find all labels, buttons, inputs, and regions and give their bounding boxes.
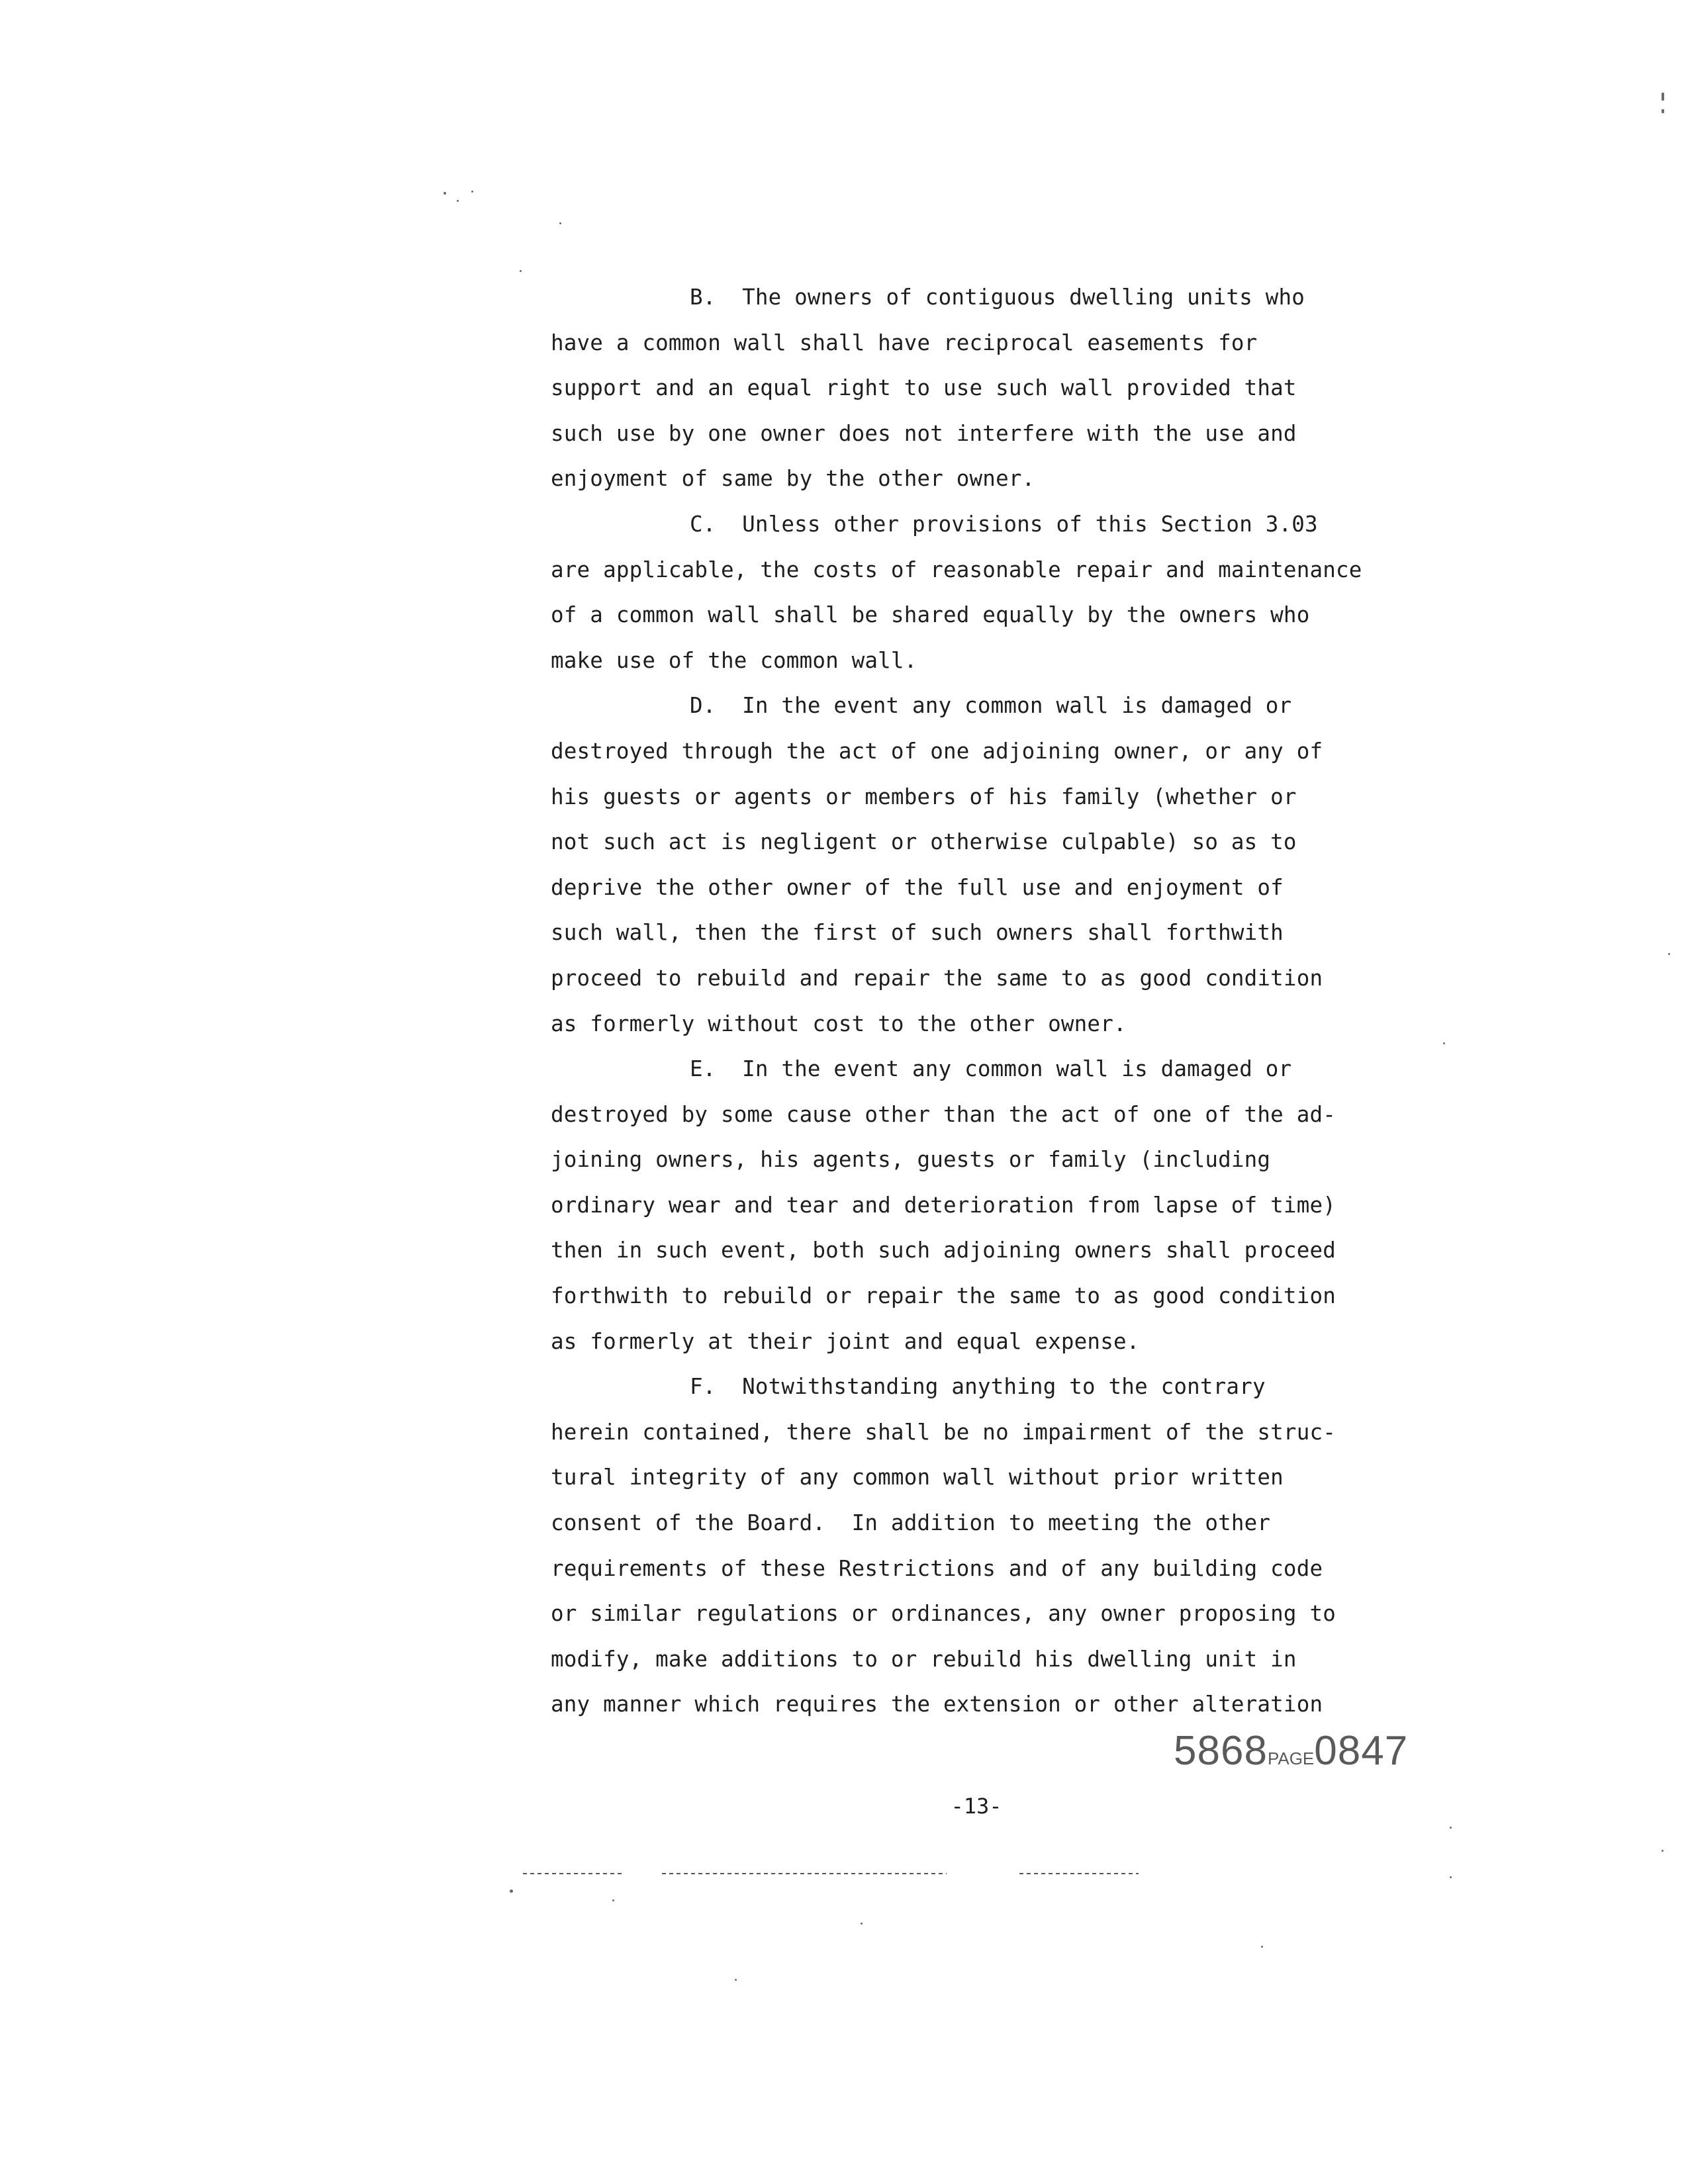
book-number: 5868 [1174,1728,1268,1774]
text-line: support and an equal right to use such wall provided that [551,375,1297,401]
scan-speck [1443,1042,1445,1044]
text-line: then in such event, both such adjoining owners shall proceed [551,1238,1336,1263]
text-line: C. Unless other provisions of this Section 3.03 [690,511,1318,537]
text-line: enjoyment of same by the other owner. [551,466,1035,492]
scan-speck [861,1923,863,1925]
scan-speck [1450,1876,1452,1878]
text-line: E. In the event any common wall is damaged or [690,1056,1292,1082]
text-line: herein contained, there shall be no impairment of the struc- [551,1419,1336,1445]
scan-speck [559,222,561,224]
scan-speck [735,1979,737,1981]
text-line: of a common wall shall be shared equally by the owners who [551,602,1310,628]
text-line: his guests or agents or members of his family (whether or [551,784,1297,809]
text-line: are applicable, the costs of reasonable repair and maintenance [551,557,1362,582]
scan-speck [1450,1827,1452,1829]
scan-speck [1662,1850,1664,1852]
stamp-page-number: 0847 [1314,1728,1409,1774]
scan-speck [612,1899,614,1901]
text-line: forthwith to rebuild or repair the same to as good condition [551,1283,1336,1309]
scan-speck [520,270,522,272]
text-line: destroyed through the act of one adjoining owner, or any of [551,738,1323,764]
scan-speck [457,200,459,202]
text-line: have a common wall shall have reciprocal easements for [551,330,1258,355]
text-line: as formerly at their joint and equal expense. [551,1328,1140,1354]
text-line: joining owners, his agents, guests or family (including [551,1147,1271,1173]
document-body [551,275,1411,1727]
paragraph-f [551,1364,1411,1727]
text-line: tural integrity of any common wall without prior written [551,1465,1284,1490]
paragraph-c [551,502,1411,683]
scan-dashline [662,1873,947,1874]
paragraph-d [551,683,1411,1046]
scan-speck [1668,953,1670,955]
scan-dashline [523,1873,622,1874]
paragraph-b [551,275,1411,502]
text-line: ordinary wear and tear and deterioration from lapse of time) [551,1192,1336,1218]
scan-speck [471,191,473,193]
text-line: B. The owners of contiguous dwelling units who [690,285,1305,310]
scan-speck [510,1889,513,1893]
scan-dashline [1019,1873,1139,1874]
text-line: deprive the other owner of the full use and enjoyment of [551,874,1284,900]
text-line: any manner which requires the extension or other alteration [551,1692,1323,1717]
page-number: -13- [951,1794,1002,1819]
text-line: requirements of these Restrictions and of any building code [551,1555,1323,1581]
text-line: F. Notwithstanding anything to the contrary [690,1374,1266,1400]
text-line: consent of the Board. In addition to meeting the other [551,1510,1271,1536]
text-line: D. In the event any common wall is damaged or [690,693,1292,719]
page-label: PAGE [1267,1749,1315,1768]
text-line: or similar regulations or ordinances, any owner proposing to [551,1601,1336,1627]
text-line: proceed to rebuild and repair the same to as good condition [551,965,1323,991]
text-line: modify, make additions to or rebuild his dwelling unit in [551,1646,1297,1672]
scan-speck [1261,1946,1263,1948]
text-line: as formerly without cost to the other owner. [551,1011,1127,1036]
scan-speck [1662,93,1664,101]
paragraph-e [551,1046,1411,1364]
scan-speck [1662,109,1664,113]
book-page-stamp [1174,1727,1408,1774]
text-line: destroyed by some cause other than the act of one of the ad- [551,1101,1336,1127]
text-line: make use of the common wall. [551,647,917,673]
text-line: not such act is negligent or otherwise culpable) so as to [551,829,1297,855]
text-line: such wall, then the first of such owners shall forthwith [551,920,1284,946]
text-line: such use by one owner does not interfere with the use and [551,420,1297,446]
scan-speck [444,192,446,195]
